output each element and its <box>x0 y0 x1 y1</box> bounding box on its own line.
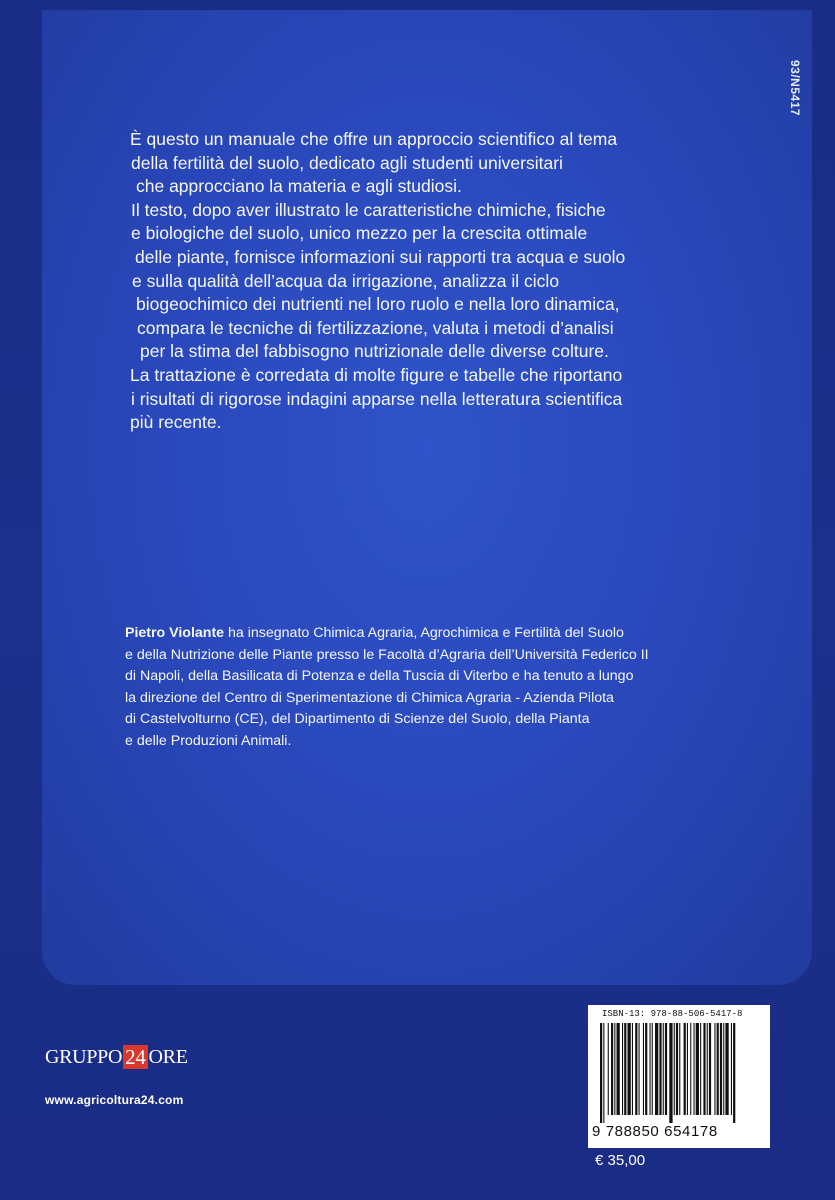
barcode-bar <box>617 1023 620 1115</box>
barcode-bar <box>684 1023 686 1115</box>
barcode-bar <box>703 1023 705 1115</box>
barcode-bar <box>652 1023 653 1115</box>
logo-text-right: ORE <box>148 1045 188 1068</box>
barcode-bar <box>669 1023 672 1123</box>
description-line: per la stima del fabbisogno nutrizionale delle diverse colture. <box>140 341 609 362</box>
description-line: i risultati di rigorose indagini apparse nella letteratura scientifica <box>131 388 623 409</box>
barcode-bar <box>614 1023 615 1115</box>
description-line: della fertilità del suolo, dedicato agli studenti universitari <box>131 152 563 173</box>
barcode-bar <box>663 1023 664 1115</box>
author-bio-line: e delle Produzioni Animali. <box>125 732 292 749</box>
publisher-website: www.agricoltura24.com <box>45 1093 184 1107</box>
logo-number: 24 <box>125 1045 146 1069</box>
barcode-bar <box>611 1023 613 1115</box>
description-line: compara le tecniche di fertilizzazione, valuta i metodi d’analisi <box>137 317 614 338</box>
author-bio-line: di Castelvolturno (CE), del Dipartimento di Scienze del Suolo, della Pianta <box>125 711 590 728</box>
barcode-bar <box>723 1023 724 1115</box>
barcode-bar <box>600 1023 602 1123</box>
barcode-bar <box>709 1023 711 1115</box>
description-line: La trattazione è corredata di molte figure e tabelle che riportano <box>130 364 623 385</box>
barcode-bar <box>717 1023 719 1115</box>
barcode-bar <box>622 1023 623 1115</box>
barcode-bar <box>655 1023 658 1115</box>
author-name: Pietro Violante <box>125 625 225 641</box>
barcode-bar <box>696 1023 699 1115</box>
barcode-bar <box>687 1023 688 1115</box>
book-description <box>130 128 750 435</box>
barcode-bar <box>603 1023 604 1123</box>
description-line: e biologiche del suolo, unico mezzo per la crescita ottimale <box>131 223 588 244</box>
barcode-bar <box>608 1023 609 1115</box>
barcode-bar <box>694 1023 695 1115</box>
barcode-bar <box>632 1023 633 1115</box>
description-line: più recente. <box>130 412 222 433</box>
barcode-bar <box>725 1023 728 1115</box>
logo-text-left: GRUPPO <box>45 1045 123 1068</box>
author-bio-text: ha insegnato Chimica Agraria, Agrochimica e Fertilità del Suolo <box>224 625 624 641</box>
barcode-bar <box>643 1023 644 1115</box>
isbn-barcode <box>588 1005 770 1148</box>
author-bio-line: la direzione del Centro di Sperimentazione di Chimica Agraria - Azienda Pilota <box>125 689 614 706</box>
author-bio-line: di Napoli, della Basilicata di Potenza e della Tuscia di Viterbo e ha tenuto a lungo <box>125 668 634 685</box>
barcode-bar <box>665 1023 667 1115</box>
barcode-bar <box>700 1023 701 1115</box>
description-line: delle piante, fornisce informazioni sui rapporti tra acqua e suolo <box>135 246 626 267</box>
barcode-bar <box>624 1023 626 1115</box>
barcode-bar <box>720 1023 722 1115</box>
barcode-bar <box>707 1023 708 1115</box>
barcode-bar <box>635 1023 637 1115</box>
barcode-bar <box>659 1023 661 1115</box>
author-bio-line: e della Nutrizione delle Piante presso le Facoltà d’Agraria dell’Università Federico II <box>125 646 649 663</box>
barcode-bar <box>650 1023 651 1115</box>
barcode-bar <box>690 1023 691 1115</box>
barcode-bar <box>733 1023 735 1123</box>
description-line: Il testo, dopo aver illustrato le caratteristiche chimiche, fisiche <box>131 199 606 220</box>
description-line: biogeochimico dei nutrienti nel loro ruolo e nella loro dinamica, <box>136 294 620 315</box>
author-bio <box>125 623 805 753</box>
barcode-bars <box>600 1023 758 1123</box>
barcode-bar <box>674 1023 675 1115</box>
publisher-logo <box>45 1045 188 1069</box>
barcode-bar <box>731 1023 732 1115</box>
author-bio-line <box>125 623 805 645</box>
description-line: e sulla qualità dell’acqua da irrigazione, analizza il ciclo <box>132 270 560 291</box>
barcode-bar <box>714 1023 715 1115</box>
barcode-bar <box>639 1023 640 1115</box>
barcode-bar <box>676 1023 678 1115</box>
price: € 35,00 <box>595 1152 646 1169</box>
catalog-code: 93/N5417 <box>788 60 802 117</box>
description-line: È questo un manuale che offre un approccio scientifico al tema <box>130 129 618 149</box>
description-line: che approcciano la materia e agli studiosi. <box>136 176 462 197</box>
isbn-digits: 9 788850 654178 <box>592 1123 718 1140</box>
barcode-bar <box>645 1023 647 1115</box>
barcode-bar <box>628 1023 631 1115</box>
isbn-label: ISBN-13: 978-88-506-5417-8 <box>602 1009 743 1019</box>
barcode-bar <box>679 1023 680 1115</box>
